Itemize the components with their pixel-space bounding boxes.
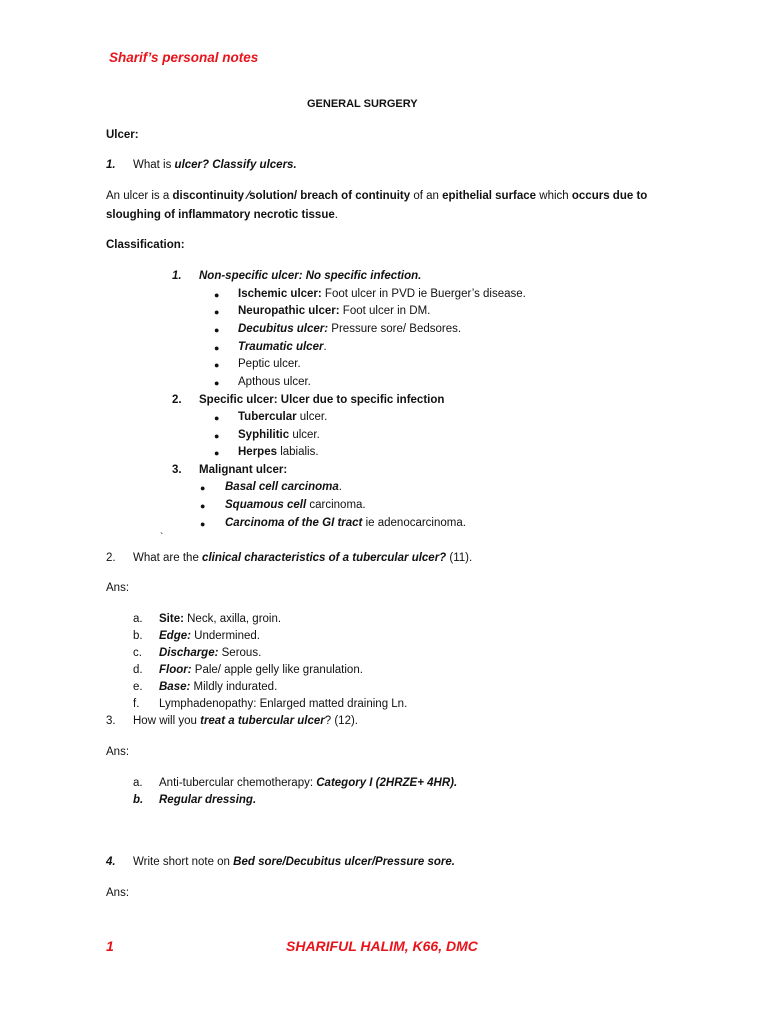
question-3-number: 3. [106,715,116,727]
class-1-title: Non-specific ulcer: No specific infection. [199,270,422,282]
list-item-marker: e. [133,681,143,693]
list-item-marker: a. [133,613,143,625]
list-item: Base: Mildly indurated. [159,681,278,693]
answer-label: Ans: [106,887,130,899]
bullet-icon: ● [214,448,220,458]
list-item: Herpes labialis. [238,446,319,458]
list-item-marker: f. [133,698,140,710]
bullet-icon: ● [214,413,220,423]
class-3-title: Malignant ulcer: [199,464,288,476]
bullet-icon: ● [214,307,220,317]
list-item: Lymphadenopathy: Enlarged matted draining Ln. [159,698,408,710]
question-3: How will you treat a tubercular ulcer? (12). [133,715,358,727]
ulcer-definition-line-2: sloughing of inflammatory necrotic tissue. [106,209,338,221]
list-item-marker: a. [133,777,143,789]
list-item: Traumatic ulcer. [238,341,327,353]
footer-author: SHARIFUL HALIM, K66, DMC [286,938,478,954]
stray-mark: ` [160,532,164,543]
list-item: Apthous ulcer. [238,376,311,388]
list-item-marker: b. [133,630,143,642]
list-item: Anti-tubercular chemotherapy: Category I (2HRZE+ 4HR). [159,777,458,789]
list-item: Tubercular ulcer. [238,411,328,423]
list-item: Ischemic ulcer: Foot ulcer in PVD ie Buerger’s disease. [238,288,526,300]
list-item: Carcinoma of the GI tract ie adenocarcinoma. [225,517,466,529]
question-4-number: 4. [106,856,116,868]
list-item: Decubitus ulcer: Pressure sore/ Bedsores. [238,323,462,335]
classification-label: Classification: [106,239,185,251]
bullet-icon: ● [214,325,220,335]
list-item: Neuropathic ulcer: Foot ulcer in DM. [238,305,431,317]
notes-header-title: Sharif’s personal notes [109,50,259,65]
list-item: Basal cell carcinoma. [225,481,342,493]
bullet-icon: ● [200,519,206,529]
ulcer-definition-line-1: An ulcer is a discontinuity ⁄solution/ breach of continuity of an epithelial surface which occurs due to [106,190,648,202]
list-item-marker: b. [133,794,144,806]
class-1-number: 1. [172,270,182,282]
question-2: What are the clinical characteristics of a tubercular ulcer? (11). [133,552,473,564]
question-1-text: What is [133,159,175,171]
document-heading: GENERAL SURGERY [307,98,418,110]
bullet-icon: ● [200,501,206,511]
class-2-number: 2. [172,394,182,406]
question-2-number: 2. [106,552,116,564]
answer-label: Ans: [106,746,130,758]
list-item: Peptic ulcer. [238,358,301,370]
class-3-number: 3. [172,464,182,476]
bullet-icon: ● [214,360,220,370]
section-title: Ulcer: [106,129,139,141]
question-1-emphasis: ulcer? Classify ulcers. [174,159,297,171]
answer-label: Ans: [106,582,130,594]
list-item: Floor: Pale/ apple gelly like granulation. [159,664,363,676]
class-2-title: Specific ulcer: Ulcer due to specific infection [199,394,445,406]
list-item: Edge: Undermined. [159,630,260,642]
bullet-icon: ● [200,483,206,493]
list-item: Site: Neck, axilla, groin. [159,613,282,625]
bullet-icon: ● [214,378,220,388]
question-1-number: 1. [106,159,116,171]
question-4: Write short note on Bed sore/Decubitus ulcer/Pressure sore. [133,856,455,868]
list-item: Regular dressing. [159,794,257,806]
list-item: Squamous cell carcinoma. [225,499,366,511]
list-item-marker: d. [133,664,143,676]
bullet-icon: ● [214,343,220,353]
bullet-icon: ● [214,290,220,300]
page-number: 1 [106,938,114,954]
list-item-marker: c. [133,647,142,659]
bullet-icon: ● [214,431,220,441]
list-item: Syphilitic ulcer. [238,429,320,441]
list-item: Discharge: Serous. [159,647,262,659]
